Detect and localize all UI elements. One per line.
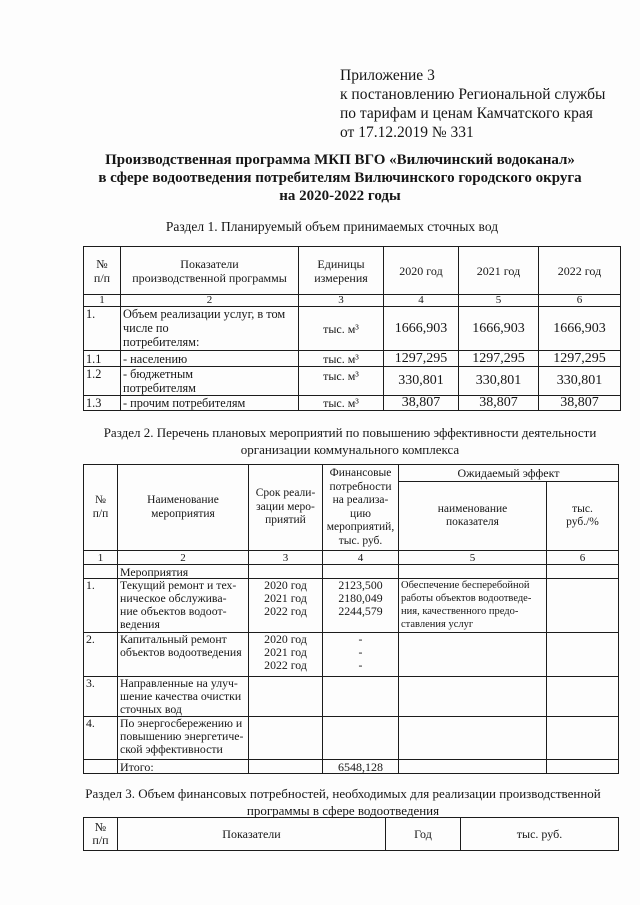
total-label: Итого: <box>118 760 249 774</box>
effect-name: Обеспечение бесперебойной работы объектов водоотведе- ния, качественного предо- ставления услуг <box>399 579 547 633</box>
value-2022: 1297,295 <box>539 351 621 367</box>
table-row <box>84 677 619 717</box>
row-unit: тыс. м³ <box>299 396 384 411</box>
title-line: на 2020-2022 годы <box>279 188 401 204</box>
header-num: № п/п <box>84 465 118 551</box>
column-number: 5 <box>399 551 547 565</box>
measure-funding: - - - <box>323 633 399 677</box>
header-period: Срок реали- зации меро- приятий <box>249 465 323 551</box>
empty-cell <box>547 565 619 579</box>
row-unit: тыс. м³ <box>299 351 384 367</box>
table-row <box>84 367 621 396</box>
measure-period: 2020 год 2021 год 2022 год <box>249 633 323 677</box>
table-header-row <box>84 247 621 295</box>
value-2021: 1297,295 <box>459 351 539 367</box>
column-number: 1 <box>84 551 118 565</box>
effect-value <box>547 717 619 760</box>
value-2020: 330,801 <box>384 367 459 396</box>
header-unit: Единицы измерения <box>299 247 384 295</box>
row-num: 3. <box>84 677 118 717</box>
header-indicator: Показатели <box>118 818 386 851</box>
empty-cell <box>84 565 118 579</box>
title-line: Производственная программа МКП ВГО «Вилючинский водоканал» <box>105 152 575 168</box>
column-number: 4 <box>323 551 399 565</box>
measure-name: Текущий ремонт и тех- ническое обслужива- ние объектов водоот- ведения <box>118 579 249 633</box>
planned-measures-table <box>83 464 619 774</box>
effect-name <box>399 677 547 717</box>
row-num: 1.2 <box>84 367 121 396</box>
header-indicator: Показатели производственной программы <box>121 247 299 295</box>
empty-cell <box>399 565 547 579</box>
appendix-line: Приложение 3 <box>340 67 435 84</box>
value-2022: 1666,903 <box>539 307 621 351</box>
appendix-block <box>340 66 605 142</box>
value-2021: 1666,903 <box>459 307 539 351</box>
financial-needs-table <box>83 817 619 851</box>
measure-name: По энергосбережению и повышению энергетиче- ской эффективности <box>118 717 249 760</box>
value-2021: 38,807 <box>459 396 539 411</box>
empty-cell <box>323 565 399 579</box>
empty-cell <box>399 760 547 774</box>
row-label: - бюджетным потребителям <box>121 367 299 396</box>
column-number: 2 <box>121 295 299 307</box>
table-row <box>84 633 619 677</box>
header-2021: 2021 год <box>459 247 539 295</box>
value-2020: 1666,903 <box>384 307 459 351</box>
title-line: в сфере водоотведения потребителям Вилючинского городского округа <box>98 170 582 186</box>
section1-heading: Раздел 1. Планируемый объем принимаемых сточных вод <box>165 219 499 234</box>
header-expected-effect: Ожидаемый эффект <box>399 465 619 482</box>
measure-name: Капитальный ремонт объектов водоотведения <box>118 633 249 677</box>
row-unit: тыс. м³ <box>299 367 384 396</box>
document-title <box>40 151 640 205</box>
column-number: 1 <box>84 295 121 307</box>
column-number-row <box>84 295 621 307</box>
row-label: - прочим потребителям <box>121 396 299 411</box>
column-number: 3 <box>299 295 384 307</box>
header-2022: 2022 год <box>539 247 621 295</box>
value-2020: 1297,295 <box>384 351 459 367</box>
value-2022: 330,801 <box>539 367 621 396</box>
row-num: 1. <box>84 307 121 351</box>
empty-cell <box>84 760 118 774</box>
empty-cell <box>249 760 323 774</box>
header-2020: 2020 год <box>384 247 459 295</box>
column-number: 4 <box>384 295 459 307</box>
table-row <box>84 579 619 633</box>
effect-name <box>399 633 547 677</box>
row-num: 2. <box>84 633 118 677</box>
row-label: Объем реализации услуг, в том числе по потребителям: <box>121 307 299 351</box>
table-header-row <box>84 465 619 482</box>
header-year: Год <box>386 818 461 851</box>
row-unit: тыс. м³ <box>299 307 384 351</box>
group-label: Мероприятия <box>118 565 249 579</box>
total-funding: 6548,128 <box>323 760 399 774</box>
value-2021: 330,801 <box>459 367 539 396</box>
measure-period <box>249 717 323 760</box>
group-label-row <box>84 565 619 579</box>
column-number: 6 <box>539 295 621 307</box>
row-num: 1.1 <box>84 351 121 367</box>
table-row <box>84 351 621 367</box>
appendix-line: от 17.12.2019 № 331 <box>340 124 474 141</box>
column-number-row <box>84 551 619 565</box>
table-row <box>84 307 621 351</box>
effect-value <box>547 579 619 633</box>
table-row <box>84 717 619 760</box>
row-label: - населению <box>121 351 299 367</box>
column-number: 5 <box>459 295 539 307</box>
section3-heading: Раздел 3. Объем финансовых потребностей, необходимых для реализации производственной программы в сфере водоотведения <box>85 786 601 818</box>
header-num: № п/п <box>84 818 118 851</box>
row-num: 4. <box>84 717 118 760</box>
measure-funding <box>323 717 399 760</box>
column-number: 2 <box>118 551 249 565</box>
header-effect-name: наименование показателя <box>399 482 547 551</box>
column-number: 6 <box>547 551 619 565</box>
table-header-row <box>84 818 619 851</box>
empty-cell <box>249 565 323 579</box>
effect-name <box>399 717 547 760</box>
effect-value <box>547 633 619 677</box>
header-funding: Финансовые потребности на реализа- цию мероприятий, тыс. руб. <box>323 465 399 551</box>
value-2022: 38,807 <box>539 396 621 411</box>
header-measure-name: Наименование мероприятия <box>118 465 249 551</box>
measure-period: 2020 год 2021 год 2022 год <box>249 579 323 633</box>
header-value: тыс. руб. <box>461 818 619 851</box>
effect-value <box>547 677 619 717</box>
total-row <box>84 760 619 774</box>
measure-name: Направленные на улуч- шение качества очистки сточных вод <box>118 677 249 717</box>
row-num: 1.3 <box>84 396 121 411</box>
planned-wastewater-volume-table <box>83 246 621 411</box>
measure-period <box>249 677 323 717</box>
appendix-line: к постановлению Региональной службы <box>340 86 606 103</box>
value-2020: 38,807 <box>384 396 459 411</box>
measure-funding <box>323 677 399 717</box>
table-row <box>84 396 621 411</box>
measure-funding: 2123,500 2180,049 2244,579 <box>323 579 399 633</box>
header-effect-value: тыс. руб./% <box>547 482 619 551</box>
empty-cell <box>547 760 619 774</box>
row-num: 1. <box>84 579 118 633</box>
appendix-line: по тарифам и ценам Камчатского края <box>340 105 593 122</box>
header-num: № п/п <box>84 247 121 295</box>
section2-heading: Раздел 2. Перечень плановых мероприятий по повышению эффективности деятельности организации коммунального комплекса <box>103 425 597 457</box>
column-number: 3 <box>249 551 323 565</box>
